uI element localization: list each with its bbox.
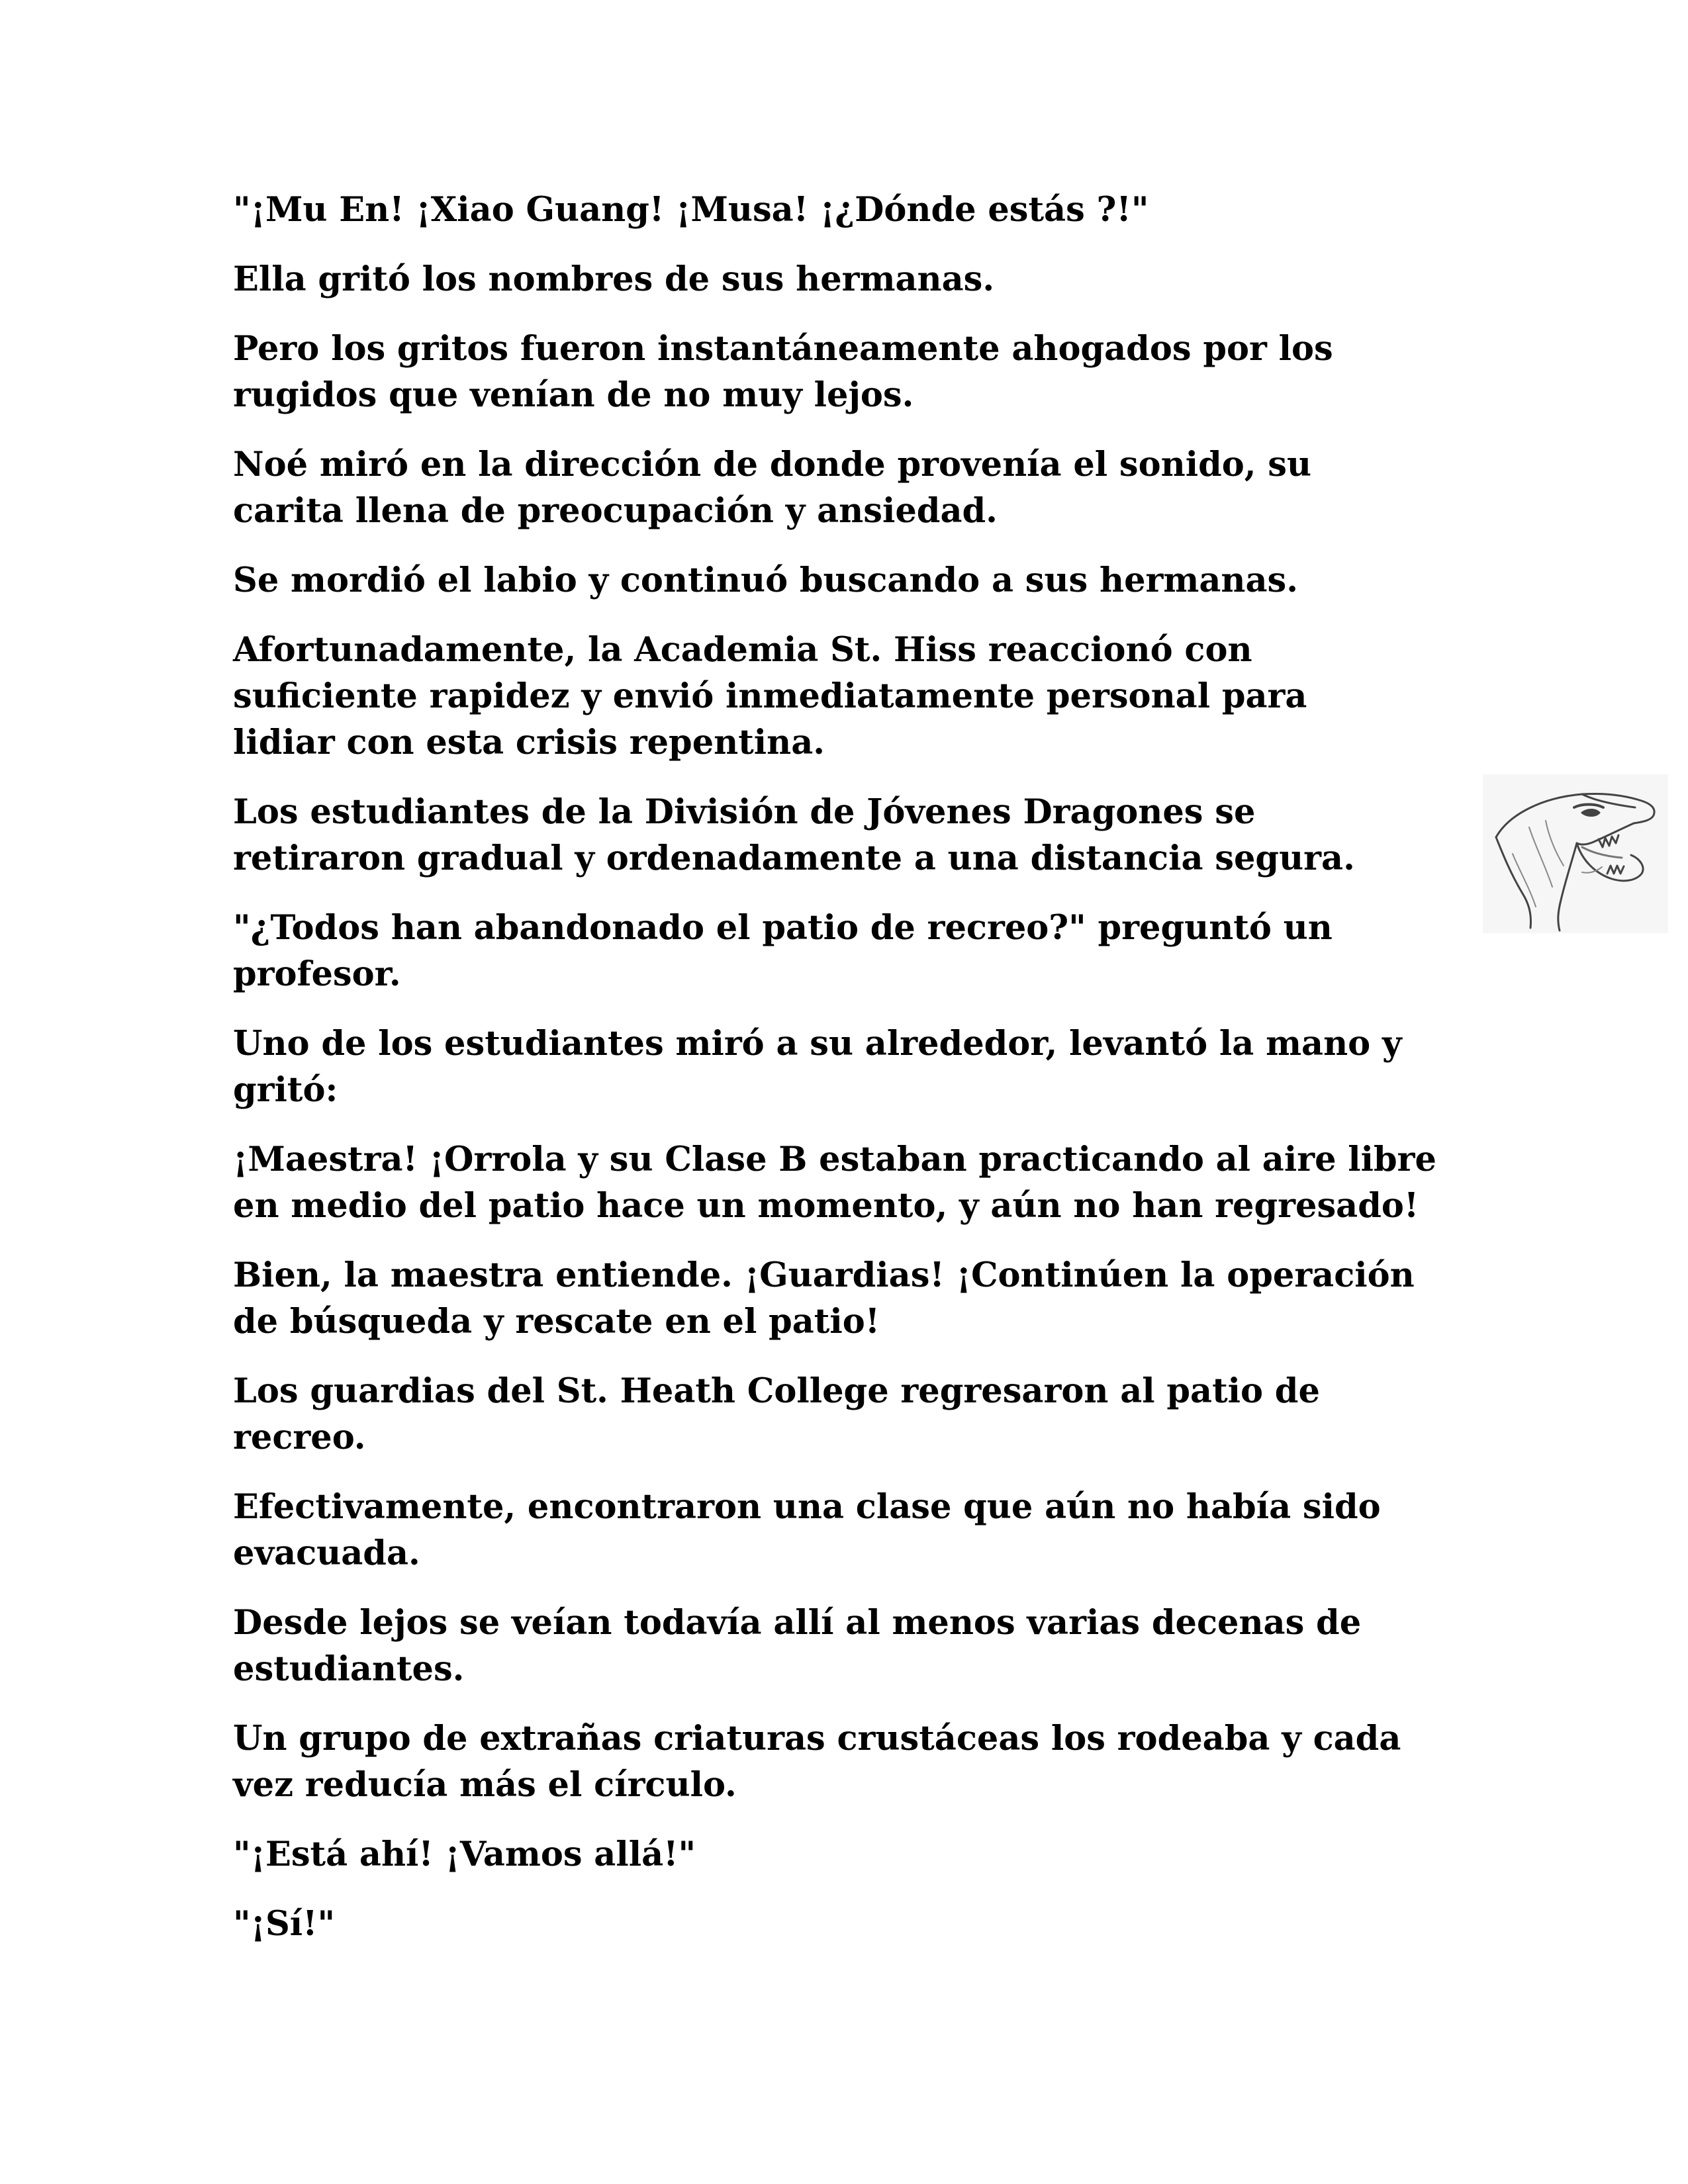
paragraph: "¡Sí!" [233, 1904, 336, 1944]
paragraph: Afortunadamente, la Academia St. Hiss reaccionó con suficiente rapidez y envió inmediatamente personal para lidiar con esta crisis repentina. [233, 630, 1307, 762]
body-text [233, 187, 1458, 1970]
paragraph: Un grupo de extrañas criaturas crustáceas los rodeaba y cada vez reducía más el círculo. [233, 1719, 1401, 1805]
paragraph: Los estudiantes de la División de Jóvenes Dragones se retiraron gradual y ordenadamente a una distancia segura. [233, 792, 1355, 878]
paragraph: Se mordió el labio y continuó buscando a sus hermanas. [233, 561, 1299, 600]
paragraph: Bien, la maestra entiende. ¡Guardias! ¡Continúen la operación de búsqueda y rescate en el patio! [233, 1255, 1415, 1342]
paragraph: ¡Maestra! ¡Orrola y su Clase B estaban practicando al aire libre en medio del patio hace un momento, y aún no han regresado! [233, 1140, 1436, 1226]
paragraph: "¡Mu En! ¡Xiao Guang! ¡Musa! ¡¿Dónde estás ?!" [233, 190, 1149, 230]
paragraph: Pero los gritos fueron instantáneamente ahogados por los rugidos que venían de no muy lejos. [233, 329, 1333, 415]
paragraph: Los guardias del St. Heath College regresaron al patio de recreo. [233, 1371, 1320, 1457]
dinosaur-head-sketch-icon [1483, 774, 1668, 933]
paragraph: "¡Está ahí! ¡Vamos allá!" [233, 1835, 696, 1874]
paragraph: Ella gritó los nombres de sus hermanas. [233, 259, 995, 299]
paragraph: "¿Todos han abandonado el patio de recreo?" preguntó un profesor. [233, 908, 1333, 994]
paragraph: Uno de los estudiantes miró a su alrededor, levantó la mano y gritó: [233, 1024, 1402, 1110]
paragraph: Desde lejos se veían todavía allí al menos varias decenas de estudiantes. [233, 1603, 1362, 1689]
paragraph: Efectivamente, encontraron una clase que aún no había sido evacuada. [233, 1487, 1381, 1573]
paragraph: Noé miró en la dirección de donde provenía el sonido, su carita llena de preocupación y ansiedad. [233, 445, 1312, 531]
